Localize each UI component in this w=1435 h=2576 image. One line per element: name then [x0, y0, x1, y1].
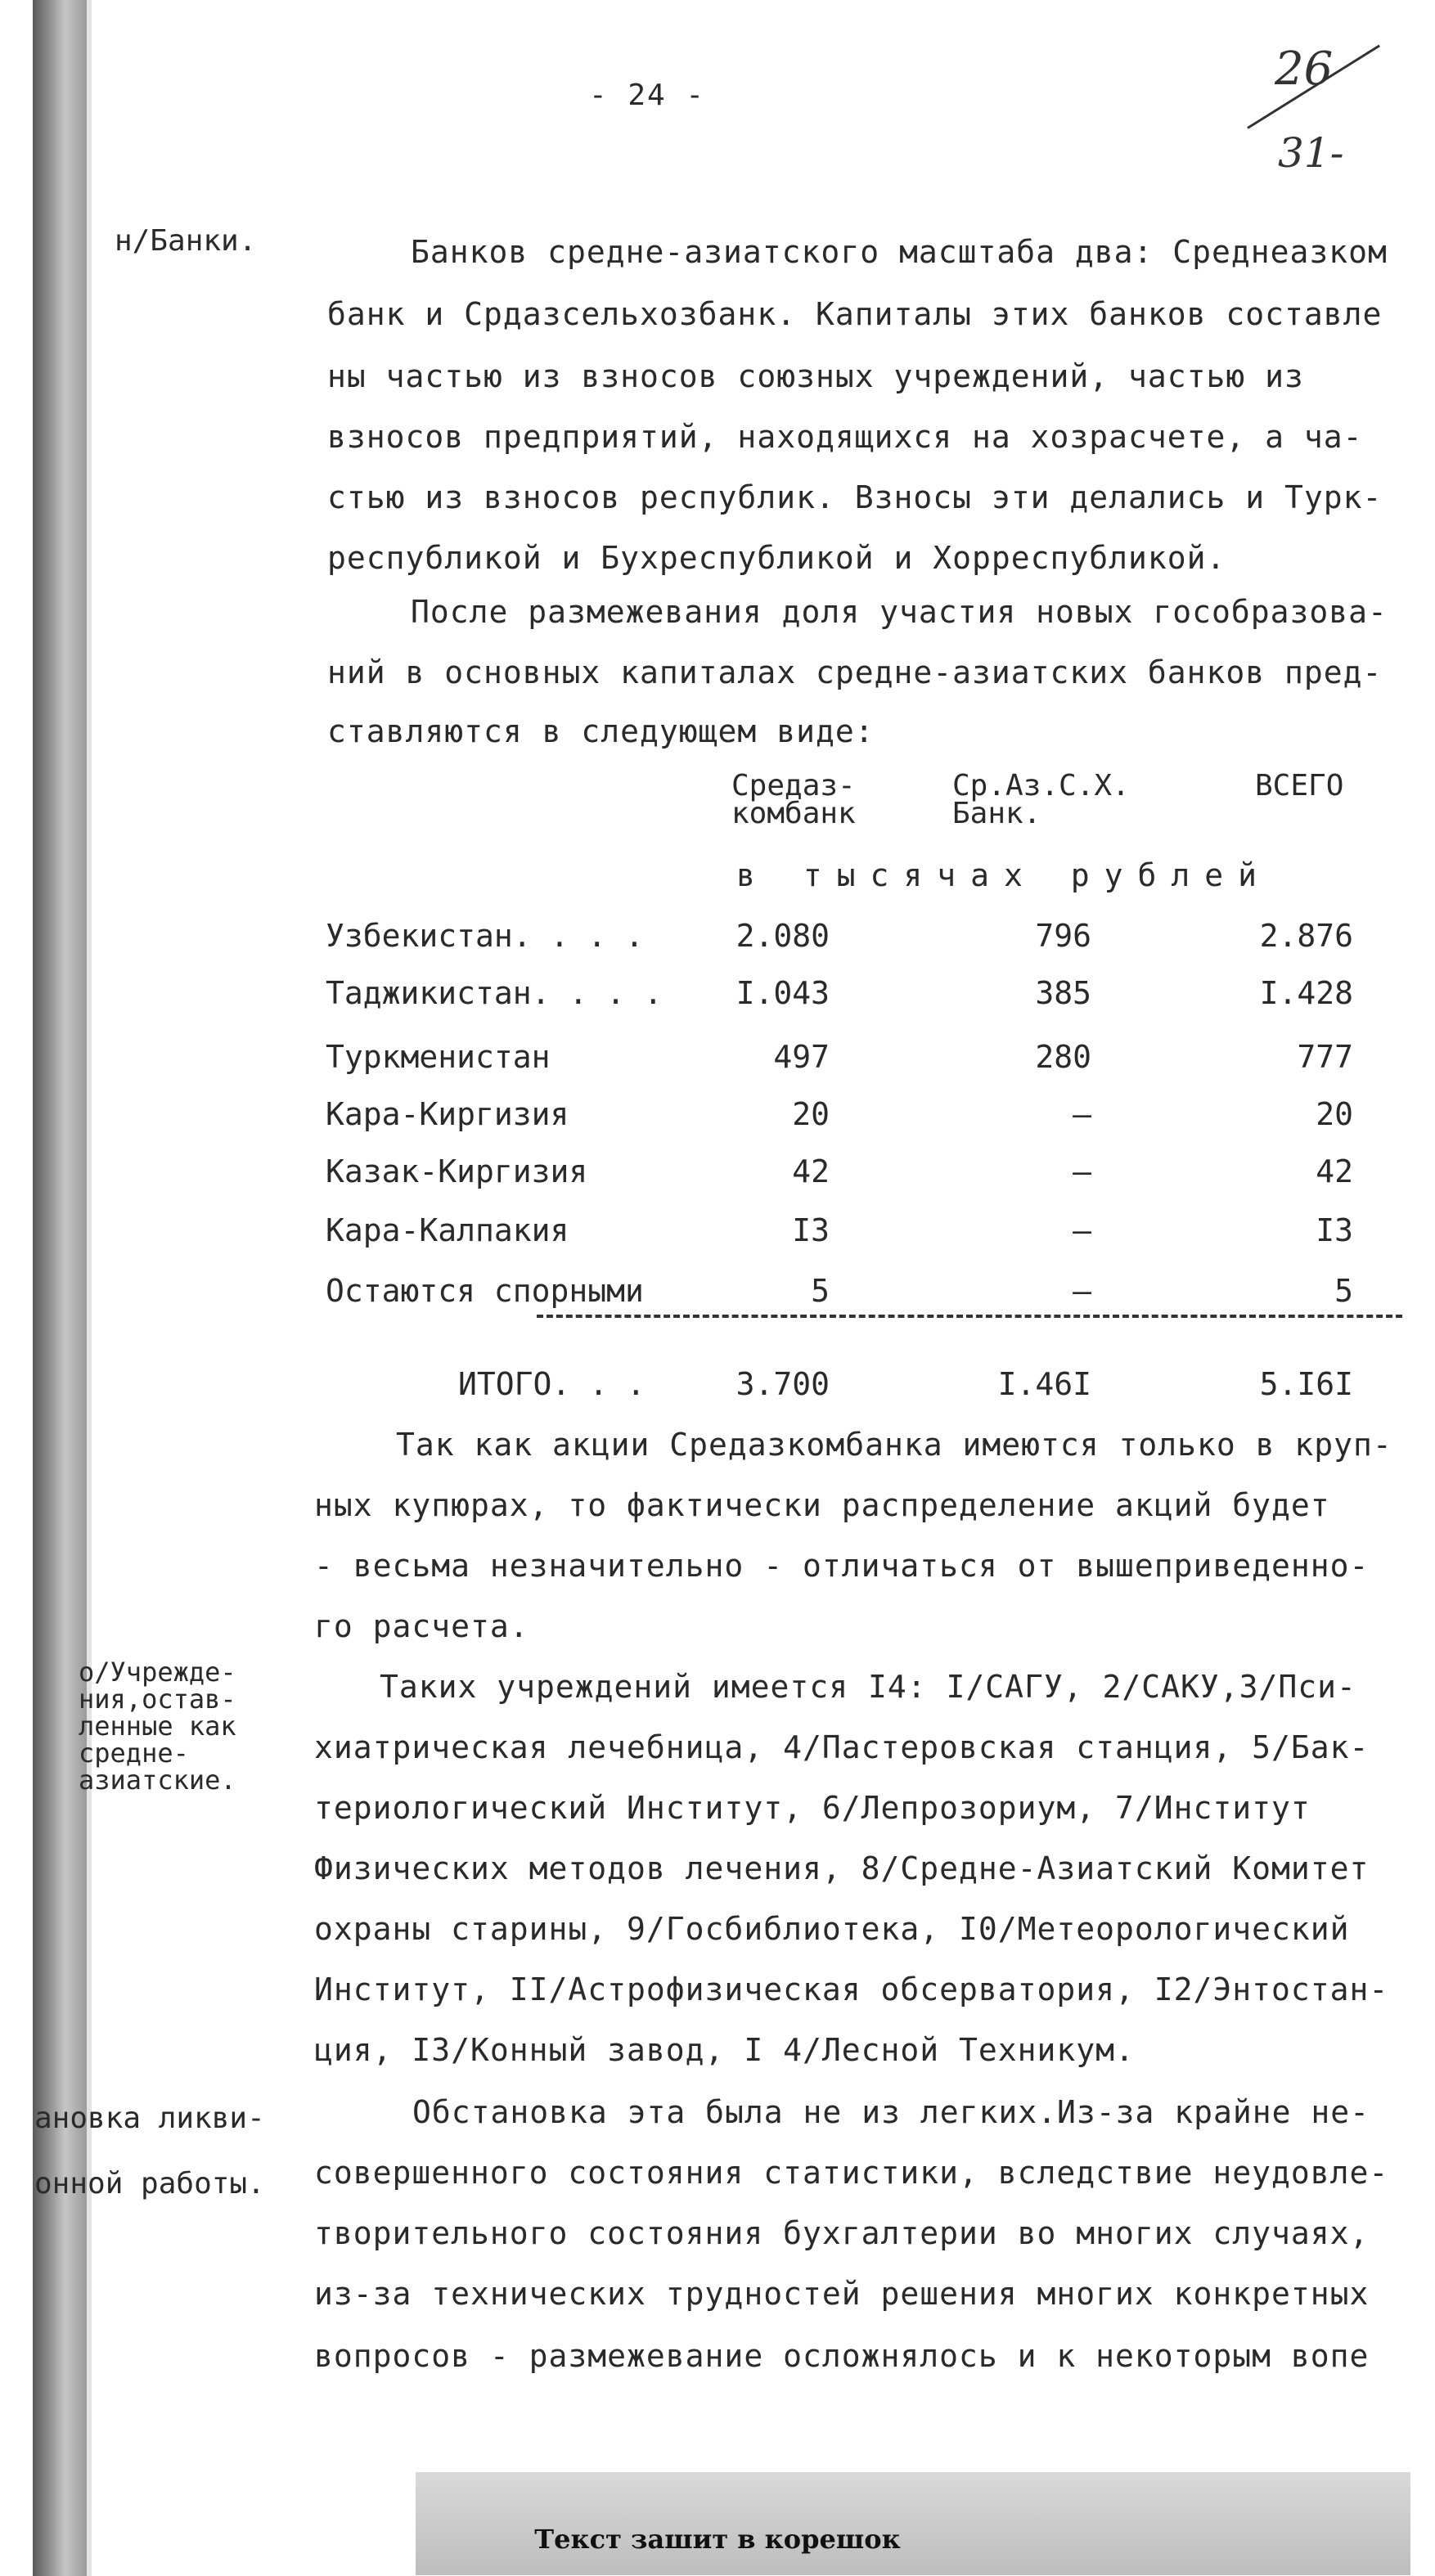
table-cell: 280	[1035, 1039, 1091, 1075]
table-cell: 777	[1297, 1039, 1353, 1075]
margin-note-institutions: о/Учрежде- ния,остав- ленные как средне- азиатские.	[79, 1657, 236, 1796]
table-cell: 20	[792, 1096, 830, 1132]
table-row-label: Узбекистан. . . .	[326, 918, 644, 954]
table-total-cell: 5.I6I	[1259, 1366, 1353, 1402]
paragraph-line: териологический Институт, 6/Лепрозориум, 7/Институт	[314, 1790, 1311, 1826]
table-cell: –	[1073, 1273, 1091, 1309]
table-cell: 20	[1316, 1096, 1353, 1132]
table-cell: 796	[1035, 918, 1091, 954]
table-row-label: Таджикистан. . . .	[326, 975, 663, 1011]
table-total-label: ИТОГО. . .	[458, 1366, 646, 1402]
paragraph-line: ция, I3/Конный завод, I 4/Лесной Техникум.	[314, 2032, 1135, 2068]
paragraph-line: творительного состояния бухгалтерии во многих случаях,	[314, 2215, 1370, 2251]
margin-note-liquidation: ановка ликви- онной работы.	[34, 2102, 265, 2201]
table-total-cell: I.46I	[997, 1366, 1091, 1402]
paragraph-line: Банков средне-азиатского масштаба два: Среднеазком	[411, 234, 1388, 270]
paragraph-line: стью из взносов республик. Взносы эти делались и Турк-	[327, 479, 1383, 515]
table-cell: I.428	[1259, 975, 1353, 1011]
table-cell: 5	[1334, 1273, 1353, 1309]
table-header-sredazkombank: Средаз- комбанк	[731, 769, 856, 830]
paragraph-line: взносов предприятий, находящихся на хозрасчете, а ча-	[327, 419, 1363, 455]
paragraph-line: Обстановка эта была не из легких.Из-за крайне не-	[412, 2094, 1370, 2130]
paragraph-line: ны частью из взносов союзных учреждений, частью из	[327, 358, 1304, 394]
table-cell: –	[1073, 1153, 1091, 1189]
paragraph-line: ставляются в следующем виде:	[327, 713, 875, 749]
paragraph-line: Так как акции Средазкомбанка имеются только в круп-	[396, 1427, 1392, 1463]
table-total-cell: 3.700	[735, 1366, 830, 1402]
table-header-sasx-bank: Ср.Аз.С.Х. Банк.	[952, 769, 1130, 830]
paragraph-line: охраны старины, 9/Госбиблиотека, I0/Метеорологический	[314, 1911, 1350, 1947]
paragraph-line: го расчета.	[314, 1608, 529, 1644]
table-divider	[537, 1315, 1402, 1318]
table-cell: 2.080	[735, 918, 830, 954]
paragraph-line: республикой и Бухреспубликой и Хорреспубликой.	[327, 540, 1226, 576]
margin-note-banks: н/Банки.	[115, 224, 257, 258]
footer-stamp: Текст зашит в корешок	[534, 2524, 901, 2555]
table-cell: I.043	[735, 975, 830, 1011]
table-cell: 42	[1316, 1153, 1353, 1189]
table-cell: –	[1073, 1096, 1091, 1132]
paragraph-line: ний в основных капиталах средне-азиатских банков пред-	[327, 654, 1383, 690]
table-cell: I3	[792, 1212, 830, 1248]
table-cell: 2.876	[1259, 918, 1353, 954]
paragraph-line: банк и Срдазсельхозбанк. Капиталы этих банков составле	[327, 296, 1383, 332]
paragraph-line: из-за технических трудностей решения многих конкретных	[314, 2276, 1370, 2312]
paragraph-line: После размежевания доля участия новых гособразова-	[411, 594, 1388, 630]
table-row-label: Остаются спорными	[326, 1273, 644, 1309]
paragraph-line: совершенного состояния статистики, вследствие неудовле-	[314, 2155, 1389, 2191]
archive-old-number: 31-	[1278, 129, 1344, 177]
paragraph-line: вопросов - размежевание осложнялось и к некоторым вопе	[314, 2338, 1370, 2374]
table-cell: I3	[1316, 1212, 1353, 1248]
table-row-label: Казак-Киргизия	[326, 1153, 588, 1189]
table-cell: 385	[1035, 975, 1091, 1011]
table-cell: –	[1073, 1212, 1091, 1248]
table-row-label: Кара-Калпакия	[326, 1212, 569, 1248]
table-cell: 42	[792, 1153, 830, 1189]
page-number: - 24 -	[589, 79, 706, 112]
table-row-label: Кара-Киргизия	[326, 1096, 569, 1132]
paragraph-line: - весьма незначительно - отличаться от вышеприведенно-	[314, 1548, 1370, 1584]
paragraph-line: Институт, II/Астрофизическая обсерватория, I2/Энтостан-	[314, 1971, 1389, 2007]
table-header-total: ВСЕГО	[1255, 769, 1344, 802]
paragraph-line: Таких учреждений имеется I4: I/САГУ, 2/САКУ,3/Пси-	[380, 1669, 1356, 1705]
table-cell: 497	[773, 1039, 830, 1075]
table-cell: 5	[811, 1273, 830, 1309]
archive-number: 26	[1275, 43, 1334, 96]
paragraph-line: хиатрическая лечебница, 4/Пастеровская станция, 5/Бак-	[314, 1729, 1370, 1765]
table-units: в тысячах рублей	[736, 857, 1272, 893]
paragraph-line: ных купюрах, то фактически распределение акций будет	[314, 1487, 1330, 1523]
paragraph-line: Физических методов лечения, 8/Средне-Азиатский Комитет	[314, 1850, 1370, 1886]
table-row-label: Туркменистан	[326, 1039, 551, 1075]
